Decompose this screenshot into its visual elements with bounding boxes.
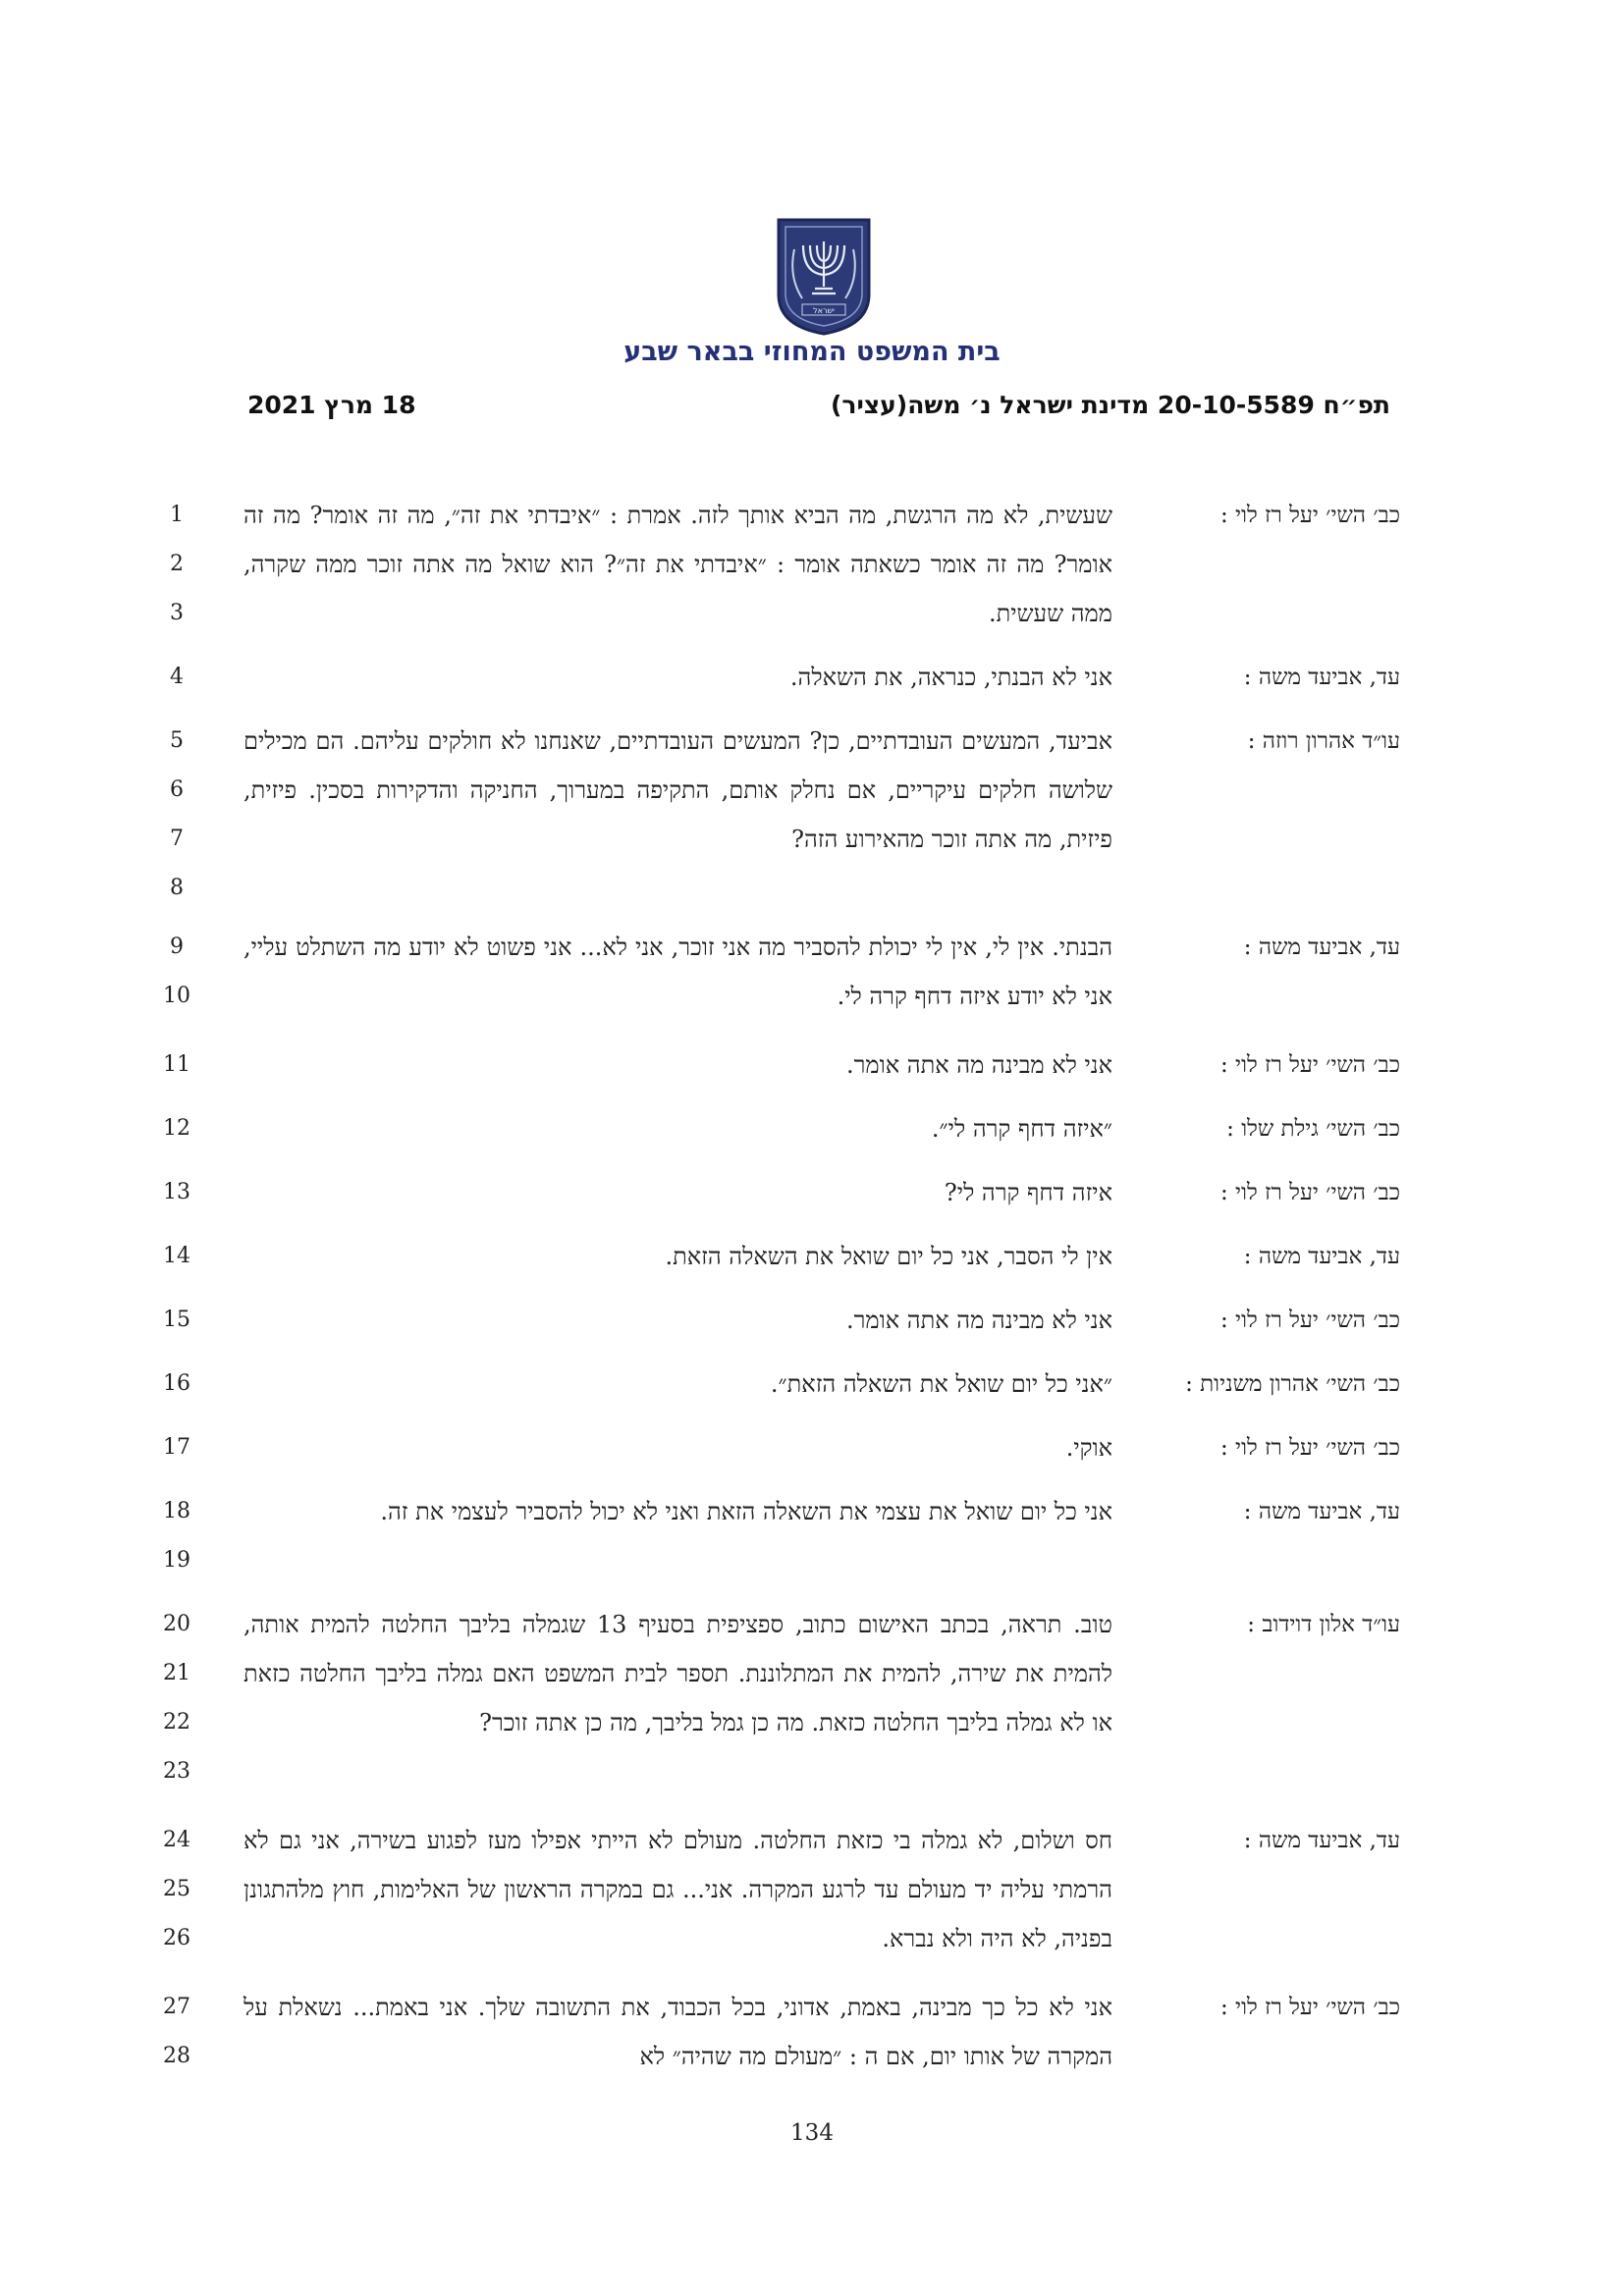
speaker-label: עו״ד אלון דוידוב : [1247, 1612, 1400, 1637]
line-numbers [147, 1360, 206, 1409]
speaker-label: עד, אביעד משה : [1243, 1499, 1400, 1524]
speaker-label: כב׳ השי׳ יעל רז לוי : [1220, 1308, 1400, 1333]
line-number: 27 [163, 1995, 190, 2019]
line-number: 10 [163, 984, 190, 1008]
line-number: 4 [170, 665, 184, 689]
speech-text: אין לי הסבר, אני כל יום שואל את השאלה הזאת. [665, 1243, 1112, 1270]
speech-text: ״איזה דחף קרה לי״. [931, 1115, 1112, 1143]
line-numbers [147, 1296, 206, 1345]
line-numbers [147, 1423, 206, 1472]
line-number: 26 [163, 1926, 190, 1950]
line-number: 18 [163, 1499, 190, 1523]
line-number: 8 [170, 876, 184, 900]
line-numbers [147, 653, 206, 702]
line-number: 20 [163, 1612, 190, 1636]
line-number: 5 [170, 728, 184, 753]
line-number: 2 [170, 552, 184, 576]
line-numbers [147, 717, 206, 913]
state-emblem [773, 216, 875, 336]
line-numbers [147, 1816, 206, 1963]
speech-text: אני כל יום שואל את עצמי את השאלה הזאת ואני לא יכול להסביר לעצמי את זה. [380, 1498, 1112, 1525]
line-numbers [147, 1983, 206, 2081]
line-number: 7 [170, 827, 184, 851]
speaker-label: עו״ד אהרון רוזה : [1247, 728, 1400, 754]
speech-text: אני לא הבנתי, כנראה, את השאלה. [789, 664, 1112, 691]
line-numbers [147, 1168, 206, 1217]
speaker-label: עד, אביעד משה : [1243, 1244, 1400, 1269]
line-number: 9 [170, 934, 184, 959]
court-name: בית המשפט המחוזי בבאר שבע [623, 337, 1001, 367]
line-number: 12 [163, 1116, 190, 1141]
speech-text: שעשית, לא מה הרגשת, מה הביא אותך לזה. אמרת : ״איבדתי את זה״, מה זה אומר? מה זה אומר? מה זה אומר כשאתה אומר : ״איבדתי את זה״? הוא שואל מה אתה זוכר ממה שקרה, ממה שעשית. [244, 502, 1113, 627]
line-number: 28 [163, 2044, 190, 2068]
line-number: 16 [163, 1371, 190, 1396]
line-numbers [147, 1487, 206, 1585]
line-number: 3 [170, 601, 184, 625]
speaker-label: כב׳ השי׳ אהרון משניות : [1185, 1371, 1400, 1397]
speech-text: הבנתי. אין לי, אין לי יכולת להסביר מה אני זוכר, אני לא... אני פשוט לא יודע מה השתלט עליי, אני לא יודע איזה דחף קרה לי. [244, 934, 1112, 1010]
emblem-caption: ישראל [813, 306, 835, 315]
speech-text: אני לא כל כך מבינה, באמת, אדוני, בכל הכבוד, את התשובה שלך. אני באמת... נשאלת על המקרה של אותו יום, אם ה : ״מעולם מה שהיה״ לא [244, 1994, 1112, 2070]
speech-text: אביעד, המעשים העובדתיים, כן? המעשים העובדתיים, שאנחנו לא חולקים עליהם. הם מכילים שלושה חלקים עיקריים, אם נחלק אותם, התקיפה במערוך, החניקה והדקירות בסכין. פיזית, פיזית, מה אתה זוכר מהאירוע הזה? [244, 727, 1112, 853]
speaker-label: כב׳ השי׳ יעל רז לוי : [1220, 503, 1400, 528]
case-title: תפ״ח 20-10-5589 מדינת ישראל נ׳ משה(עציר) [830, 391, 1390, 419]
line-number: 1 [170, 503, 184, 527]
speech-text: אני לא מבינה מה אתה אומר. [845, 1307, 1112, 1334]
line-number: 25 [163, 1877, 190, 1901]
hearing-date: 18 מרץ 2021 [247, 391, 416, 419]
line-number: 23 [163, 1759, 190, 1784]
speech-text: טוב. תראה, בכתב האישום כתוב, ספציפית בסעיף 13 שגמלה בליבך החלטה להמית אותה, להמית את שירה, להמית את המתלוננת. תספר לבית המשפט האם גמלה בליבך החלטה כזאת או לא גמלה בליבך החלטה כזאת. מה כן גמל בליבך, מה כן אתה זוכר? [244, 1611, 1113, 1736]
line-number: 24 [163, 1828, 190, 1852]
line-numbers [147, 1600, 206, 1796]
line-numbers [147, 491, 206, 638]
line-numbers [147, 923, 206, 1021]
line-number: 13 [163, 1180, 190, 1204]
line-number: 6 [170, 777, 184, 802]
line-number: 15 [163, 1308, 190, 1332]
speaker-label: כב׳ השי׳ יעל רז לוי : [1220, 1995, 1400, 2020]
speech-text: אני לא מבינה מה אתה אומר. [845, 1051, 1112, 1079]
speech-text: אוקי. [1065, 1434, 1112, 1462]
line-number: 21 [163, 1661, 190, 1685]
line-number: 11 [163, 1052, 190, 1077]
line-number: 19 [163, 1548, 190, 1573]
speaker-label: כב׳ השי׳ גילת שלו : [1226, 1116, 1400, 1142]
line-numbers [147, 1104, 206, 1153]
speech-text: חס ושלום, לא גמלה בי כזאת החלטה. מעולם לא הייתי אפילו מעז לפגוע בשירה, אני גם לא הרמתי עליה יד מעולם עד לרגע המקרה. אני... גם במקרה הראשון של האלימות, חוץ מלהתגונן בפניה, לא היה ולא נברא. [244, 1827, 1112, 1952]
line-number: 14 [163, 1244, 190, 1268]
page-number: 134 [790, 2120, 834, 2146]
speaker-label: עד, אביעד משה : [1243, 1828, 1400, 1853]
speech-text: ״אני כל יום שואל את השאלה הזאת״. [770, 1370, 1112, 1398]
line-numbers [147, 1041, 206, 1090]
speech-text: איזה דחף קרה לי? [944, 1179, 1112, 1206]
speaker-label: כב׳ השי׳ יעל רז לוי : [1220, 1435, 1400, 1461]
speaker-label: עד, אביעד משה : [1243, 934, 1400, 960]
speaker-label: כב׳ השי׳ יעל רז לוי : [1220, 1052, 1400, 1078]
line-number: 22 [163, 1710, 190, 1735]
line-numbers [147, 1232, 206, 1281]
line-number: 17 [163, 1435, 190, 1460]
speaker-label: עד, אביעד משה : [1243, 665, 1400, 690]
speaker-label: כב׳ השי׳ יעל רז לוי : [1220, 1180, 1400, 1205]
